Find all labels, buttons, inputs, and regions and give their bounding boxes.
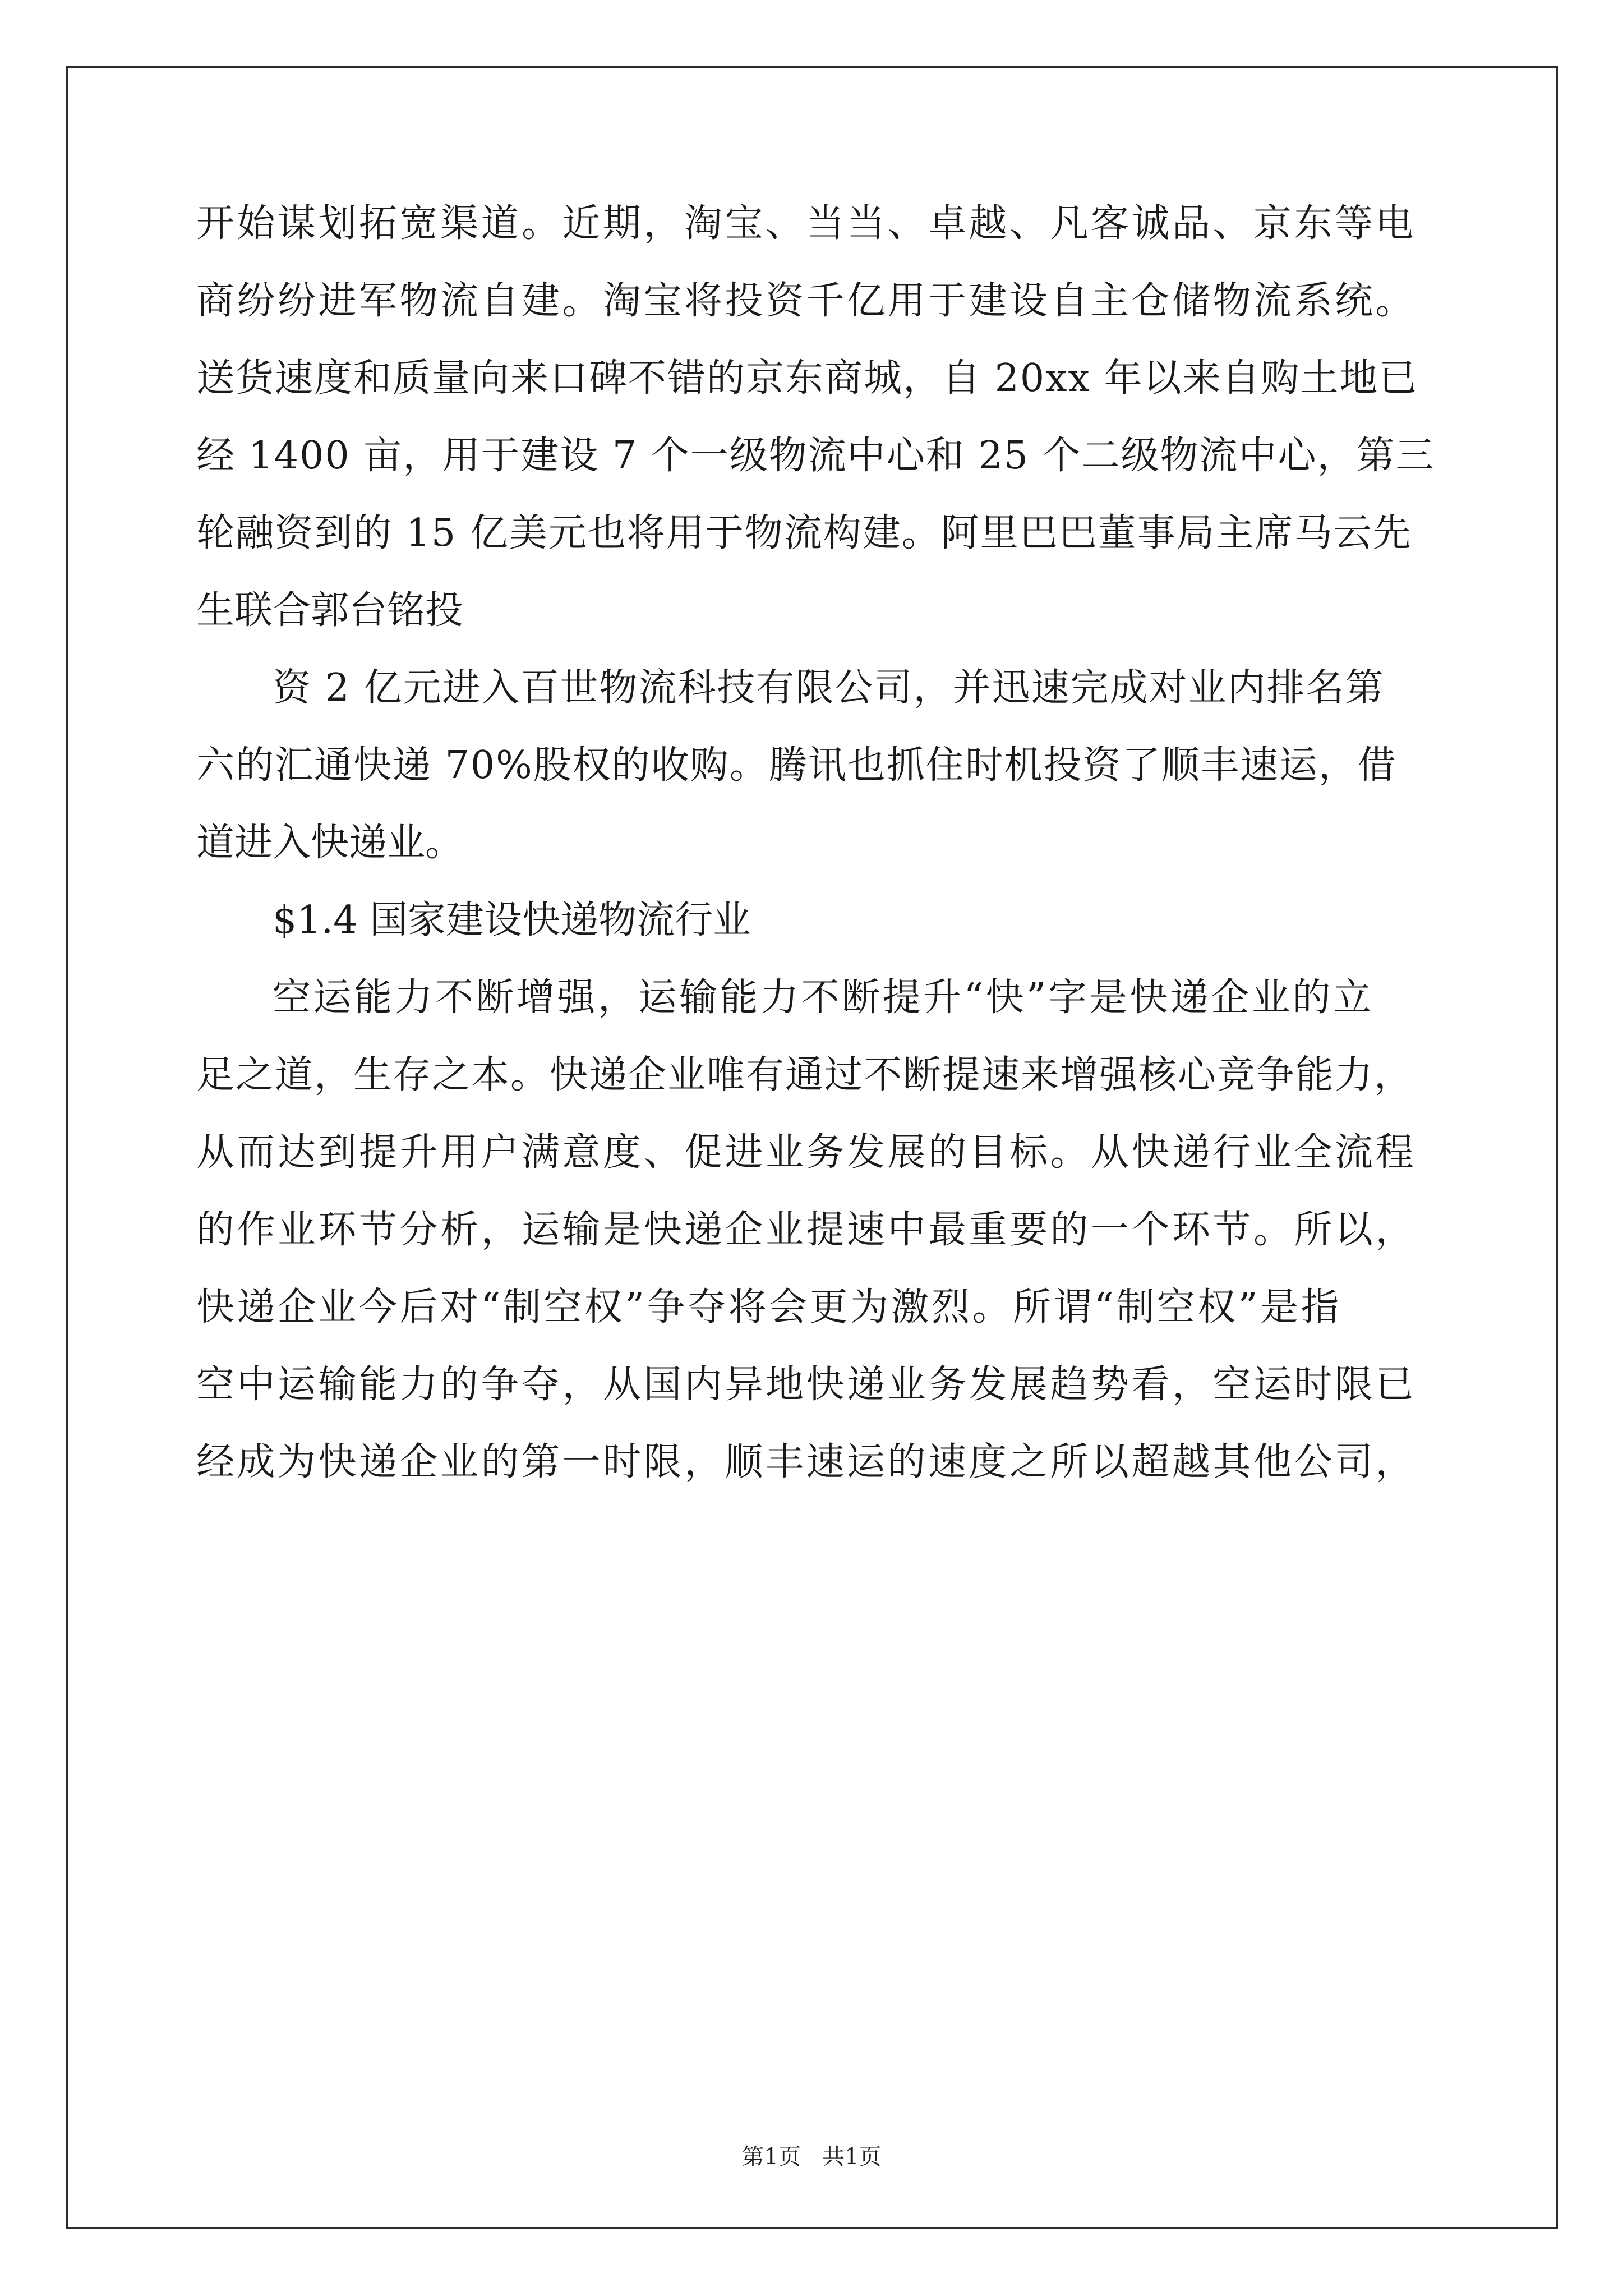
text-line: 空运能力不断增强，运输能力不断提升“快”字是快递企业的立	[273, 976, 1374, 1020]
text-line: 的作业环节分析，运输是快递企业提速中最重要的一个环节。所以，	[196, 1208, 1417, 1252]
page-number: 第1页	[741, 2144, 801, 2170]
text-line: 足之道，生存之本。快递企业唯有通过不断提速来增强核心竞争能力，	[196, 1053, 1414, 1097]
page-total: 共1页	[822, 2144, 882, 2170]
text-line: 生联合郭台铭投	[196, 588, 464, 633]
page-footer	[0, 2140, 1623, 2174]
text-line: 快递企业今后对“制空权”争夺将会更为激烈。所谓“制空权”是指	[196, 1285, 1342, 1329]
text-line: 商纷纷进军物流自建。淘宝将投资千亿用于建设自主仓储物流系统。	[196, 279, 1417, 323]
text-line: 从而达到提升用户满意度、促进业务发展的目标。从快递行业全流程	[196, 1130, 1417, 1175]
text-line: 资 2 亿元进入百世物流科技有限公司，并迅速完成对业内排名第	[273, 666, 1385, 710]
section-heading: $1.4 国家建设快递物流行业	[273, 898, 751, 942]
text-line: 六的汇通快递 70%股权的收购。腾讯也抓住时机投资了顺丰速运，借	[196, 743, 1397, 788]
text-line: 经成为快递企业的第一时限，顺丰速运的速度之所以超越其他公司，	[196, 1440, 1417, 1484]
text-line: 经 1400 亩，用于建设 7 个一级物流中心和 25 个二级物流中心，第三	[196, 434, 1435, 478]
text-line: 空中运输能力的争夺，从国内异地快递业务发展趋势看，空运时限已	[196, 1363, 1417, 1407]
text-line: 道进入快递业。	[196, 821, 464, 865]
text-line: 开始谋划拓宽渠道。近期，淘宝、当当、卓越、凡客诚品、京东等电	[196, 201, 1417, 246]
document-body	[196, 185, 1435, 1501]
text-line: 轮融资到的 15 亿美元也将用于物流构建。阿里巴巴董事局主席马云先	[196, 511, 1412, 555]
text-line: 送货速度和质量向来口碑不错的京东商城，自 20xx 年以来自购土地已	[196, 356, 1418, 401]
